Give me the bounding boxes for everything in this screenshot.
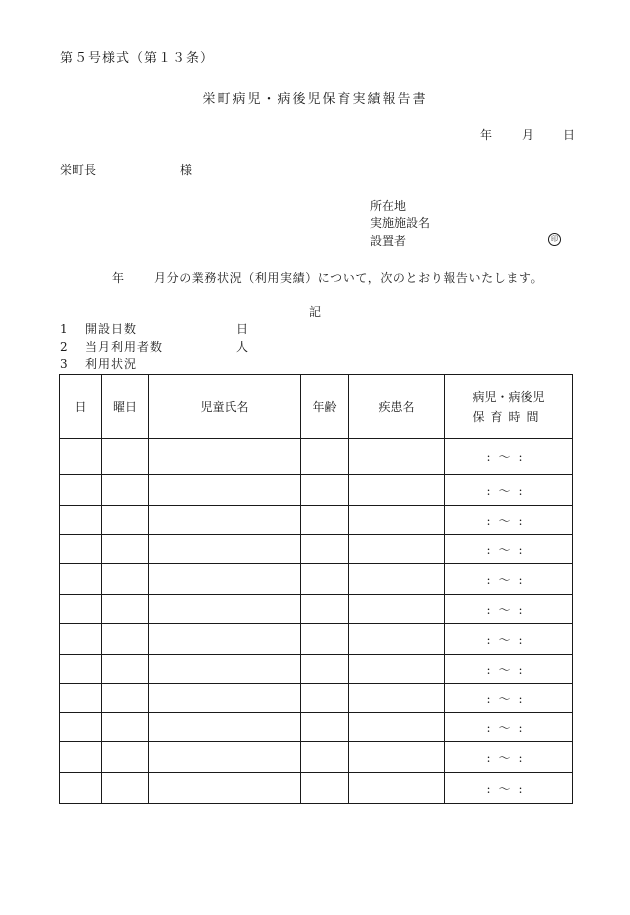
cell-child-name[interactable]: [149, 655, 301, 684]
addressee-honorific: 様: [180, 163, 193, 177]
item-1-unit: 日: [236, 322, 250, 336]
cell-day[interactable]: [60, 713, 102, 742]
table-row: [60, 564, 573, 595]
item-2-label: 当月利用者数: [85, 340, 164, 354]
cell-day[interactable]: [60, 684, 102, 713]
cell-illness[interactable]: [349, 684, 445, 713]
cell-day[interactable]: [60, 439, 102, 475]
facility-name-label: 実施施設名: [370, 216, 431, 230]
cell-age[interactable]: [301, 535, 349, 564]
cell-age[interactable]: [301, 564, 349, 595]
header-care-time-line2: 保育時間: [472, 409, 545, 424]
cell-day[interactable]: [60, 742, 102, 773]
cell-care-time[interactable]: :～:: [445, 684, 573, 713]
cell-child-name[interactable]: [149, 439, 301, 475]
cell-weekday[interactable]: [102, 773, 149, 804]
report-body-text: 月分の業務状況（利用実績）について，次のとおり報告いたします。: [154, 271, 544, 285]
header-weekday: 曜日: [102, 375, 149, 439]
form-number: 第５号様式（第１３条）: [60, 51, 215, 66]
cell-illness[interactable]: [349, 564, 445, 595]
table-row: [60, 742, 573, 773]
item-2-number: 2: [60, 340, 69, 354]
header-care-time: [445, 375, 573, 439]
cell-weekday[interactable]: [102, 439, 149, 475]
table-row: [60, 506, 573, 535]
cell-care-time[interactable]: :～:: [445, 439, 573, 475]
cell-child-name[interactable]: [149, 773, 301, 804]
cell-care-time[interactable]: :～:: [445, 564, 573, 595]
cell-day[interactable]: [60, 655, 102, 684]
usage-table-body: [60, 439, 573, 804]
cell-age[interactable]: [301, 684, 349, 713]
cell-day[interactable]: [60, 475, 102, 506]
cell-care-time[interactable]: :～:: [445, 595, 573, 624]
cell-weekday[interactable]: [102, 684, 149, 713]
cell-child-name[interactable]: [149, 624, 301, 655]
cell-age[interactable]: [301, 506, 349, 535]
item-3-label: 利用状況: [85, 357, 138, 371]
cell-illness[interactable]: [349, 439, 445, 475]
cell-weekday[interactable]: [102, 655, 149, 684]
seal-mark: 印: [548, 233, 561, 246]
cell-care-time[interactable]: :～:: [445, 655, 573, 684]
cell-day[interactable]: [60, 564, 102, 595]
table-row: [60, 475, 573, 506]
cell-age[interactable]: [301, 742, 349, 773]
cell-illness[interactable]: [349, 773, 445, 804]
item-3-number: 3: [60, 357, 69, 371]
cell-child-name[interactable]: [149, 506, 301, 535]
cell-child-name[interactable]: [149, 713, 301, 742]
table-row: [60, 535, 573, 564]
cell-care-time[interactable]: :～:: [445, 506, 573, 535]
table-row: [60, 595, 573, 624]
cell-day[interactable]: [60, 506, 102, 535]
cell-weekday[interactable]: [102, 475, 149, 506]
document-title: 栄町病児・病後児保育実績報告書: [202, 92, 428, 107]
cell-illness[interactable]: [349, 535, 445, 564]
table-row: [60, 684, 573, 713]
addressee-name: 栄町長: [60, 163, 97, 177]
cell-day[interactable]: [60, 773, 102, 804]
cell-day[interactable]: [60, 624, 102, 655]
cell-illness[interactable]: [349, 742, 445, 773]
cell-weekday[interactable]: [102, 506, 149, 535]
address-label: 所在地: [370, 199, 407, 213]
table-row: [60, 439, 573, 475]
table-row: [60, 773, 573, 804]
cell-care-time[interactable]: :～:: [445, 773, 573, 804]
cell-weekday[interactable]: [102, 564, 149, 595]
cell-weekday[interactable]: [102, 742, 149, 773]
cell-care-time[interactable]: :～:: [445, 713, 573, 742]
cell-illness[interactable]: [349, 624, 445, 655]
cell-age[interactable]: [301, 655, 349, 684]
table-row: [60, 713, 573, 742]
date-year-label: 年: [480, 128, 493, 142]
cell-weekday[interactable]: [102, 595, 149, 624]
cell-child-name[interactable]: [149, 595, 301, 624]
item-1-label: 開設日数: [85, 322, 138, 336]
cell-day[interactable]: [60, 535, 102, 564]
cell-illness[interactable]: [349, 506, 445, 535]
cell-child-name[interactable]: [149, 742, 301, 773]
cell-age[interactable]: [301, 475, 349, 506]
header-child-name: 児童氏名: [149, 375, 301, 439]
cell-weekday[interactable]: [102, 535, 149, 564]
header-day: 日: [60, 375, 102, 439]
report-year-label: 年: [112, 271, 125, 285]
cell-illness[interactable]: [349, 655, 445, 684]
cell-weekday[interactable]: [102, 624, 149, 655]
founder-label: 設置者: [370, 234, 407, 248]
table-row: [60, 624, 573, 655]
date-day-label: 日: [563, 128, 576, 142]
cell-illness[interactable]: [349, 713, 445, 742]
header-care-time-line1: 病児・病後児: [472, 389, 545, 404]
cell-age[interactable]: [301, 595, 349, 624]
cell-day[interactable]: [60, 595, 102, 624]
header-age: 年齢: [301, 375, 349, 439]
cell-illness[interactable]: [349, 595, 445, 624]
ki-heading: 記: [308, 305, 321, 319]
cell-age[interactable]: [301, 773, 349, 804]
table-row: [60, 655, 573, 684]
cell-care-time[interactable]: :～:: [445, 535, 573, 564]
table-header-row: [60, 375, 573, 439]
cell-care-time[interactable]: :～:: [445, 624, 573, 655]
usage-table: [59, 374, 573, 804]
cell-care-time[interactable]: :～:: [445, 742, 573, 773]
item-1-number: 1: [60, 322, 69, 336]
cell-age[interactable]: [301, 439, 349, 475]
item-2-unit: 人: [236, 340, 250, 354]
cell-age[interactable]: [301, 713, 349, 742]
cell-child-name[interactable]: [149, 564, 301, 595]
cell-child-name[interactable]: [149, 475, 301, 506]
cell-illness[interactable]: [349, 475, 445, 506]
date-month-label: 月: [522, 128, 535, 142]
cell-care-time[interactable]: :～:: [445, 475, 573, 506]
cell-child-name[interactable]: [149, 535, 301, 564]
cell-child-name[interactable]: [149, 684, 301, 713]
header-illness: 疾患名: [349, 375, 445, 439]
cell-age[interactable]: [301, 624, 349, 655]
cell-weekday[interactable]: [102, 713, 149, 742]
